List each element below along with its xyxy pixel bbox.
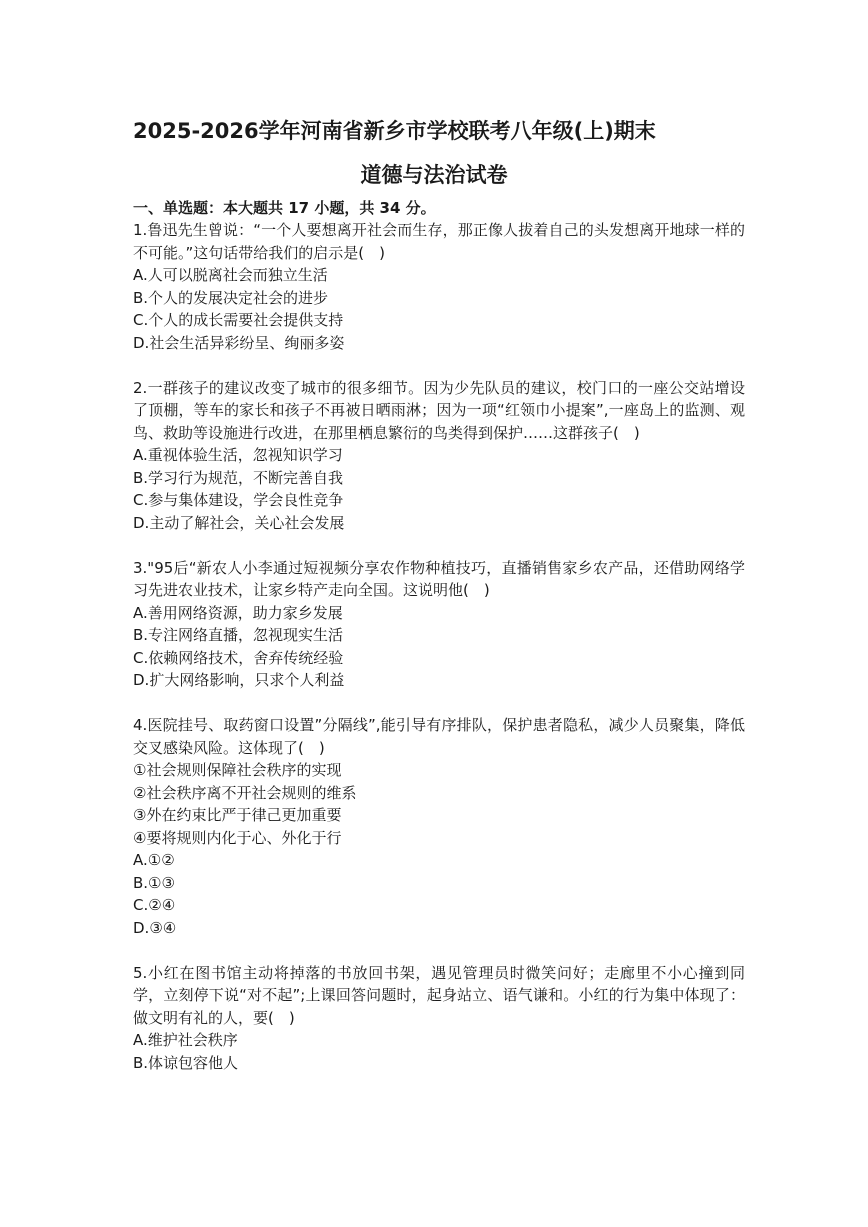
exam-title-line-1: 2025-2026学年河南省新乡市学校联考八年级(上)期末 [133, 119, 656, 143]
statement-2: ②社会秩序离不开社会规则的维系 [133, 783, 357, 802]
option-a: A.①② [133, 851, 175, 869]
section-heading: 一、单选题：本大题共 17 小题，共 34 分。 [133, 199, 436, 217]
exam-title-line-2: 道德与法治试卷 [360, 163, 508, 187]
option-a: A.维护社会秩序 [133, 1031, 238, 1049]
option-c: C.个人的成长需要社会提供支持 [133, 311, 344, 329]
option-b: B.体谅包容他人 [133, 1053, 239, 1072]
option-c: C.依赖网络技术，舍弃传统经验 [133, 648, 344, 667]
option-a: A.重视体验生活，忽视知识学习 [133, 446, 343, 464]
option-c: C.②④ [133, 896, 176, 914]
question-5 [133, 962, 745, 1075]
question-2 [133, 377, 745, 535]
statement-1: ①社会规则保障社会秩序的实现 [133, 761, 342, 779]
option-c: C.参与集体建设，学会良性竞争 [133, 491, 344, 509]
question-1 [133, 219, 745, 354]
question-stem: 1.鲁迅先生曾说：“一个人要想离开社会而生存，那正像人拔着自己的头发想离开地球一样的不可能。”这句话带给我们的启示是( ) [133, 221, 745, 262]
option-b: B.①③ [133, 873, 175, 892]
option-d: D.主动了解社会，关心社会发展 [133, 513, 345, 532]
option-b: B.专注网络直播，忽视现实生活 [133, 626, 344, 644]
question-stem: 4.医院挂号、取药窗口设置”分隔线”,能引导有序排队，保护患者隐私，减少人员聚集，降低交叉感染风险。这体现了( ) [133, 716, 745, 757]
statement-4: ④要将规则内化于心、外化于行 [133, 828, 342, 847]
option-d: D.扩大网络影响，只求个人利益 [133, 671, 345, 689]
statement-3: ③外在约束比严于律己更加重要 [133, 806, 342, 824]
option-d: D.社会生活异彩纷呈、绚丽多姿 [133, 333, 345, 352]
question-list [133, 219, 745, 1097]
option-b: B.个人的发展决定社会的进步 [133, 288, 329, 307]
question-stem: 5.小红在图书馆主动将掉落的书放回书架，遇见管理员时微笑问好；走廊里不小心撞到同学，立刻停下说“对不起”;上课回答问题时，起身站立、语气谦和。小红的行为集中体现了：做文明有礼的人，要( ) [133, 963, 745, 1027]
question-3 [133, 557, 745, 692]
option-a: A.善用网络资源，助力家乡发展 [133, 603, 343, 622]
question-4 [133, 714, 745, 939]
option-b: B.学习行为规范，不断完善自我 [133, 468, 344, 487]
option-a: A.人可以脱离社会而独立生活 [133, 266, 328, 284]
question-stem: 2.一群孩子的建议改变了城市的很多细节。因为少先队员的建议，校门口的一座公交站增设了顶棚，等车的家长和孩子不再被日晒雨淋；因为一项“红领巾小提案”,一座岛上的监测、观鸟、救助等设施进行改进，在那里栖息繁衍的鸟类得到保护……这群孩子( ) [133, 378, 745, 442]
question-stem: 3."95后“新农人小李通过短视频分享农作物种植技巧，直播销售家乡农产品，还借助网络学习先进农业技术，让家乡特产走向全国。这说明他( ) [133, 558, 745, 599]
option-d: D.③④ [133, 918, 177, 937]
